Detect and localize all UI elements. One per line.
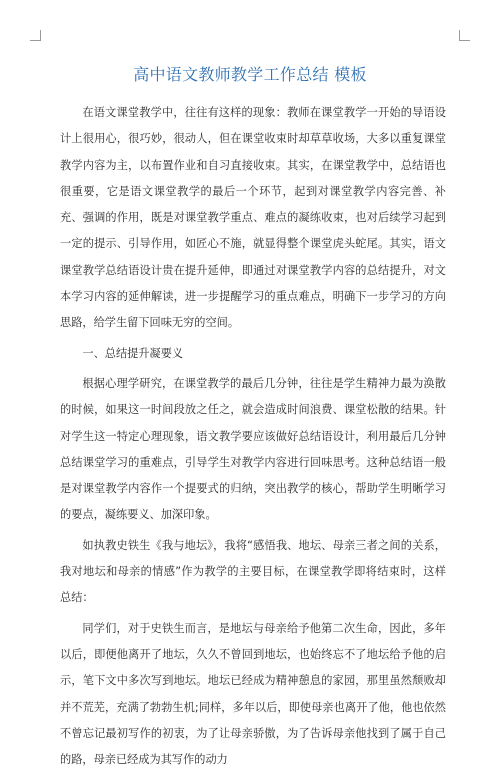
crop-mark-top-left (30, 30, 41, 41)
paragraph-psychology: 根据心理学研究，在课堂教学的最后几分钟，往往是学生精神力最为涣散的时候，如果这一时间段放之任之，就会造成时间浪费、课堂松散的结果。针对学生这一特定心理现象，语文教学要应该做好总结语设计，利用最后几分钟总结课堂学习的重难点，引导学生对教学内容进行回味思考。这种总结语一般是对课堂教学内容作一个提要式的归纳，突出教学的核心，帮助学生明晰学习的要点，凝练要义、加深印象。 (60, 376, 446, 522)
paragraph-example-intro: 如执教史铁生《我与地坛》，我将“感悟我、地坛、母亲三者之间的关系，我对地坛和母亲的情感”作为教学的主要目标，在课堂教学即将结束时，这样总结： (60, 538, 446, 605)
section-heading: 一、总结提升凝要义 (82, 346, 184, 360)
paragraph-intro: 在语文课堂教学中，往往有这样的现象：教师在课堂教学一开始的导语设计上很用心，很巧妙，很动人，但在课堂收束时却草草收场，大多以重复课堂教学内容为主，以布置作业和自习直接收束。其实，在课堂教学中，总结语也很重要，它是语文课堂教学的最后一个环节，起到对课堂教学内容完善、补充、强调的作用，既是对课堂教学重点、难点的凝练收束，也对后续学习起到一定的提示、引导作用，如匠心不施，就显得整个课堂虎头蛇尾。其实，语文课堂教学总结语设计贵在提升延伸，即通过对课堂教学内容的总结提升，对文本学习内容的延伸解读，进一步提醒学习的重点难点，明确下一步学习的方向思路，给学生留下回味无穷的空间。 (60, 106, 446, 330)
document-title: 高中语文教师教学工作总结 模板 (133, 65, 367, 84)
crop-mark-top-right (459, 30, 470, 41)
document-body (60, 100, 446, 777)
paragraph-example-summary: 同学们，对于史铁生而言，是地坛与母亲给予他第二次生命，因此，多年以后，即便他离开了地坛，久久不曾回到地坛，也始终忘不了地坛给予他的启示，笔下文中多次写到地坛。地坛已经成为精神憩息的家园，那里虽然颓败却并不荒芜，充满了勃勃生机;同样，多年以后，即使母亲也离开了他，他也依然不曾忘记最初写作的初衷，为了让母亲骄傲，为了告诉母亲他找到了属于自己的路，母亲已经成为其写作的动力 (60, 621, 446, 767)
